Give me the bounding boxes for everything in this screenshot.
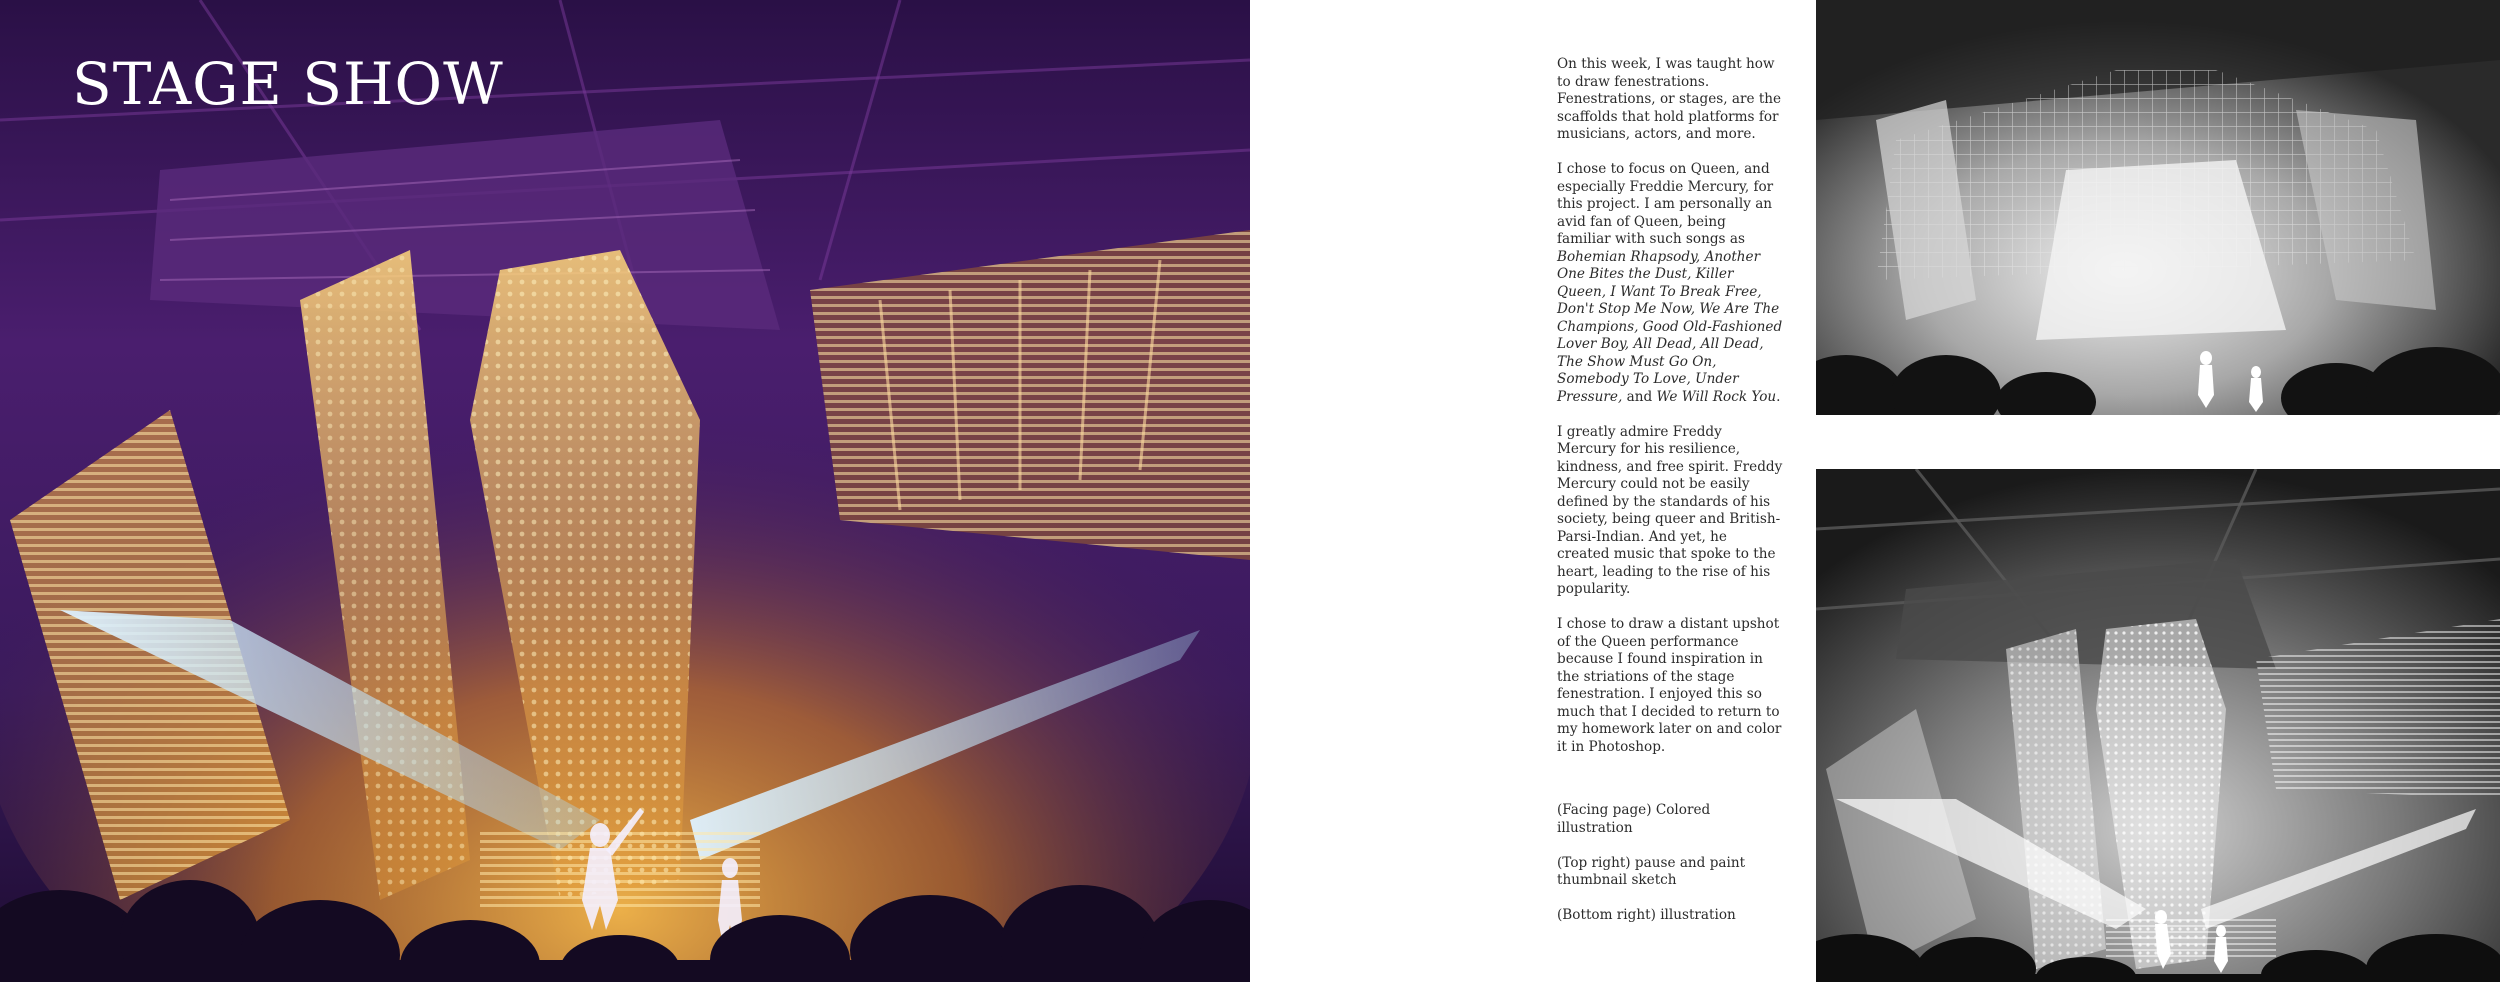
paragraph-queen <box>1557 161 1783 406</box>
queen-songs-list: Bohemian Rhapsody, Another One Bites the Dust, Killer Queen, I Want To Break Free, Don't Stop Me Now, We Are The Champions, Good Old-Fashioned Lover Boy, All Dead, All Dead, The Show Must Go On, Somebody To Love, Under Pressure, <box>1557 248 1783 405</box>
body-text-column <box>1557 56 1783 774</box>
pause-and-paint-sketch <box>1816 0 2500 415</box>
paragraph-upshot: I chose to draw a distant upshot of the Queen performance because I found inspiration in the striations of the stage fenestration. I enjoyed this so much that I decided to return to my homework later on and color it in Photoshop. <box>1557 616 1782 755</box>
queen-and-text: and <box>1622 388 1657 405</box>
queen-last-song: We Will Rock You <box>1656 388 1777 405</box>
caption-bottom-right: (Bottom right) illustration <box>1557 907 1736 923</box>
paragraph-intro: On this week, I was taught how to draw fenestrations. Fenestrations, or stages, are the scaffolds that hold platforms for musicians, actors, and more. <box>1557 56 1782 142</box>
grayscale-illustration-image <box>1816 469 2500 982</box>
caption-top-right: (Top right) pause and paint thumbnail sketch <box>1557 854 1746 888</box>
stage-show-grayscale-artwork <box>1816 469 2500 982</box>
image-captions <box>1557 802 1783 942</box>
paragraph-admire: I greatly admire Freddy Mercury for his resilience, kindness, and free spirit. Freddy Mercury could not be easily defined by the standards of his society, being queer and British-Parsi-Indian. And yet, he created music that spoke to the heart, leading to the rise of his popularity. <box>1557 423 1783 597</box>
caption-facing: (Facing page) Colored illustration <box>1557 802 1711 836</box>
thumbnail-sketch-image <box>1816 0 2500 415</box>
page-title: STAGE SHOW <box>72 50 504 118</box>
queen-lead-text: I chose to focus on Queen, and especially Freddie Mercury, for this project. I am personally an avid fan of Queen, being familiar with such songs as <box>1557 161 1774 247</box>
queen-end-text: . <box>1776 388 1781 405</box>
